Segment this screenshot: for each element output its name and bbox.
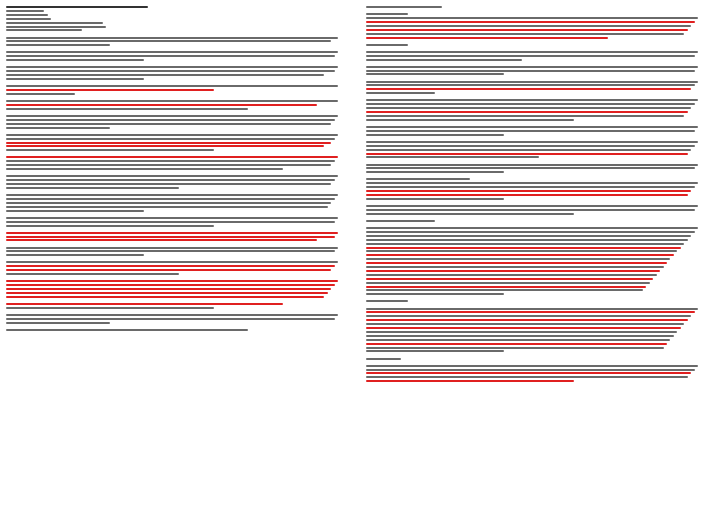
- highlighted-text-line: [366, 153, 688, 155]
- text-line: [366, 134, 504, 136]
- text-line: [6, 307, 214, 309]
- text-line: [6, 164, 331, 166]
- highlighted-text-line: [366, 194, 688, 196]
- text-line: [366, 308, 698, 310]
- highlighted-text-line: [6, 156, 338, 158]
- highlighted-text-line: [6, 104, 317, 106]
- text-line: [6, 37, 338, 39]
- text-line: [6, 225, 214, 227]
- text-line: [366, 6, 442, 8]
- text-line: [6, 194, 338, 196]
- text-line: [6, 202, 331, 204]
- text-line: [6, 123, 331, 125]
- text-line: [366, 239, 688, 241]
- text-line: [6, 250, 335, 252]
- text-line: [366, 149, 691, 151]
- highlighted-text-line: [6, 296, 324, 298]
- text-line: [366, 25, 691, 27]
- right-column: [360, 0, 720, 509]
- highlighted-text-line: [366, 270, 660, 272]
- text-line: [6, 318, 335, 320]
- text-line: [6, 206, 328, 208]
- text-line: [366, 44, 408, 46]
- highlighted-text-line: [366, 311, 695, 313]
- text-line: [6, 179, 335, 181]
- text-line: [366, 358, 401, 360]
- highlighted-text-line: [366, 380, 574, 382]
- text-line: [366, 92, 435, 94]
- highlighted-text-line: [366, 29, 688, 31]
- text-line: [366, 198, 504, 200]
- highlighted-text-line: [366, 37, 608, 39]
- text-line: [366, 51, 698, 53]
- text-line: [6, 329, 248, 331]
- text-line: [366, 115, 684, 117]
- text-line: [6, 314, 338, 316]
- text-line: [366, 145, 695, 147]
- text-line: [366, 235, 691, 237]
- highlighted-text-line: [366, 262, 667, 264]
- text-line: [6, 127, 110, 129]
- text-line: [366, 282, 650, 284]
- text-line: [366, 33, 684, 35]
- text-line: [366, 55, 695, 57]
- text-line: [366, 213, 574, 215]
- text-line: [6, 108, 248, 110]
- highlighted-text-line: [6, 269, 331, 271]
- highlighted-text-line: [366, 111, 688, 113]
- text-line: [366, 231, 695, 233]
- text-line: [366, 289, 643, 291]
- text-line: [366, 376, 688, 378]
- highlighted-text-line: [366, 254, 674, 256]
- text-line: [366, 164, 698, 166]
- text-line: [366, 347, 664, 349]
- text-line: [366, 323, 684, 325]
- highlighted-text-line: [366, 372, 691, 374]
- text-line: [6, 100, 338, 102]
- text-line: [6, 44, 110, 46]
- text-line: [6, 221, 335, 223]
- highlighted-text-line: [6, 284, 335, 286]
- text-line: [366, 81, 698, 83]
- text-line: [6, 29, 82, 31]
- text-line: [6, 198, 335, 200]
- text-line: [6, 183, 331, 185]
- highlighted-text-line: [366, 190, 691, 192]
- text-line: [366, 126, 698, 128]
- text-line: [366, 274, 657, 276]
- text-line: [366, 156, 539, 158]
- text-line: [6, 217, 338, 219]
- highlighted-text-line: [366, 327, 681, 329]
- highlighted-text-line: [366, 21, 695, 23]
- text-line: [6, 247, 338, 249]
- text-line: [366, 130, 695, 132]
- text-line: [366, 107, 691, 109]
- text-line: [366, 335, 674, 337]
- text-line: [366, 103, 695, 105]
- text-line: [6, 18, 51, 20]
- text-line: [366, 99, 698, 101]
- text-line: [6, 261, 338, 263]
- text-line: [366, 182, 698, 184]
- text-line: [366, 141, 698, 143]
- text-line: [6, 149, 214, 151]
- text-line: [366, 209, 695, 211]
- text-line: [366, 17, 698, 19]
- text-line: [6, 55, 335, 57]
- text-line: [366, 73, 504, 75]
- text-line: [366, 59, 522, 61]
- text-line: [366, 171, 504, 173]
- highlighted-text-line: [6, 265, 335, 267]
- highlighted-text-line: [6, 288, 331, 290]
- text-line: [6, 66, 338, 68]
- text-line: [366, 369, 695, 371]
- text-line: [6, 22, 103, 24]
- text-line: [366, 119, 574, 121]
- text-line: [6, 40, 331, 42]
- text-line: [366, 293, 504, 295]
- highlighted-text-line: [366, 286, 646, 288]
- text-line: [6, 138, 335, 140]
- text-line: [6, 6, 148, 8]
- text-line: [366, 331, 677, 333]
- text-line: [6, 14, 48, 16]
- highlighted-text-line: [366, 319, 688, 321]
- text-line: [366, 315, 691, 317]
- highlighted-text-line: [6, 145, 324, 147]
- text-line: [366, 178, 470, 180]
- text-line: [6, 59, 144, 61]
- text-line: [6, 78, 144, 80]
- text-line: [366, 70, 695, 72]
- text-line: [6, 51, 338, 53]
- text-line: [366, 266, 664, 268]
- text-line: [366, 350, 504, 352]
- text-line: [6, 74, 324, 76]
- text-line: [366, 66, 698, 68]
- text-line: [366, 227, 698, 229]
- highlighted-text-line: [6, 239, 317, 241]
- text-line: [366, 167, 695, 169]
- text-line: [366, 186, 695, 188]
- highlighted-text-line: [6, 142, 331, 144]
- text-line: [6, 160, 335, 162]
- text-line: [366, 84, 695, 86]
- text-line: [366, 243, 684, 245]
- text-line: [366, 220, 435, 222]
- highlighted-text-line: [6, 232, 338, 234]
- highlighted-text-line: [6, 236, 335, 238]
- text-line: [6, 119, 335, 121]
- text-line: [6, 175, 338, 177]
- text-line: [366, 13, 408, 15]
- text-line: [366, 258, 670, 260]
- highlighted-text-line: [366, 343, 667, 345]
- text-line: [366, 300, 408, 302]
- text-line: [6, 322, 110, 324]
- highlighted-text-line: [6, 89, 214, 91]
- text-line: [6, 93, 75, 95]
- highlighted-text-line: [366, 278, 653, 280]
- text-line: [6, 273, 179, 275]
- highlighted-text-line: [366, 88, 691, 90]
- text-line: [6, 70, 335, 72]
- text-line: [6, 85, 338, 87]
- text-line: [6, 187, 179, 189]
- text-line: [366, 365, 698, 367]
- text-line: [6, 134, 338, 136]
- text-line: [366, 339, 670, 341]
- highlighted-text-line: [366, 247, 681, 249]
- text-line: [6, 254, 144, 256]
- text-line: [6, 10, 44, 12]
- highlighted-text-line: [6, 292, 328, 294]
- text-line: [366, 250, 677, 252]
- text-line: [6, 115, 338, 117]
- text-line: [6, 168, 283, 170]
- text-line: [6, 26, 106, 28]
- text-line: [6, 210, 144, 212]
- highlighted-text-line: [6, 280, 338, 282]
- text-line: [366, 205, 698, 207]
- highlighted-text-line: [6, 303, 283, 305]
